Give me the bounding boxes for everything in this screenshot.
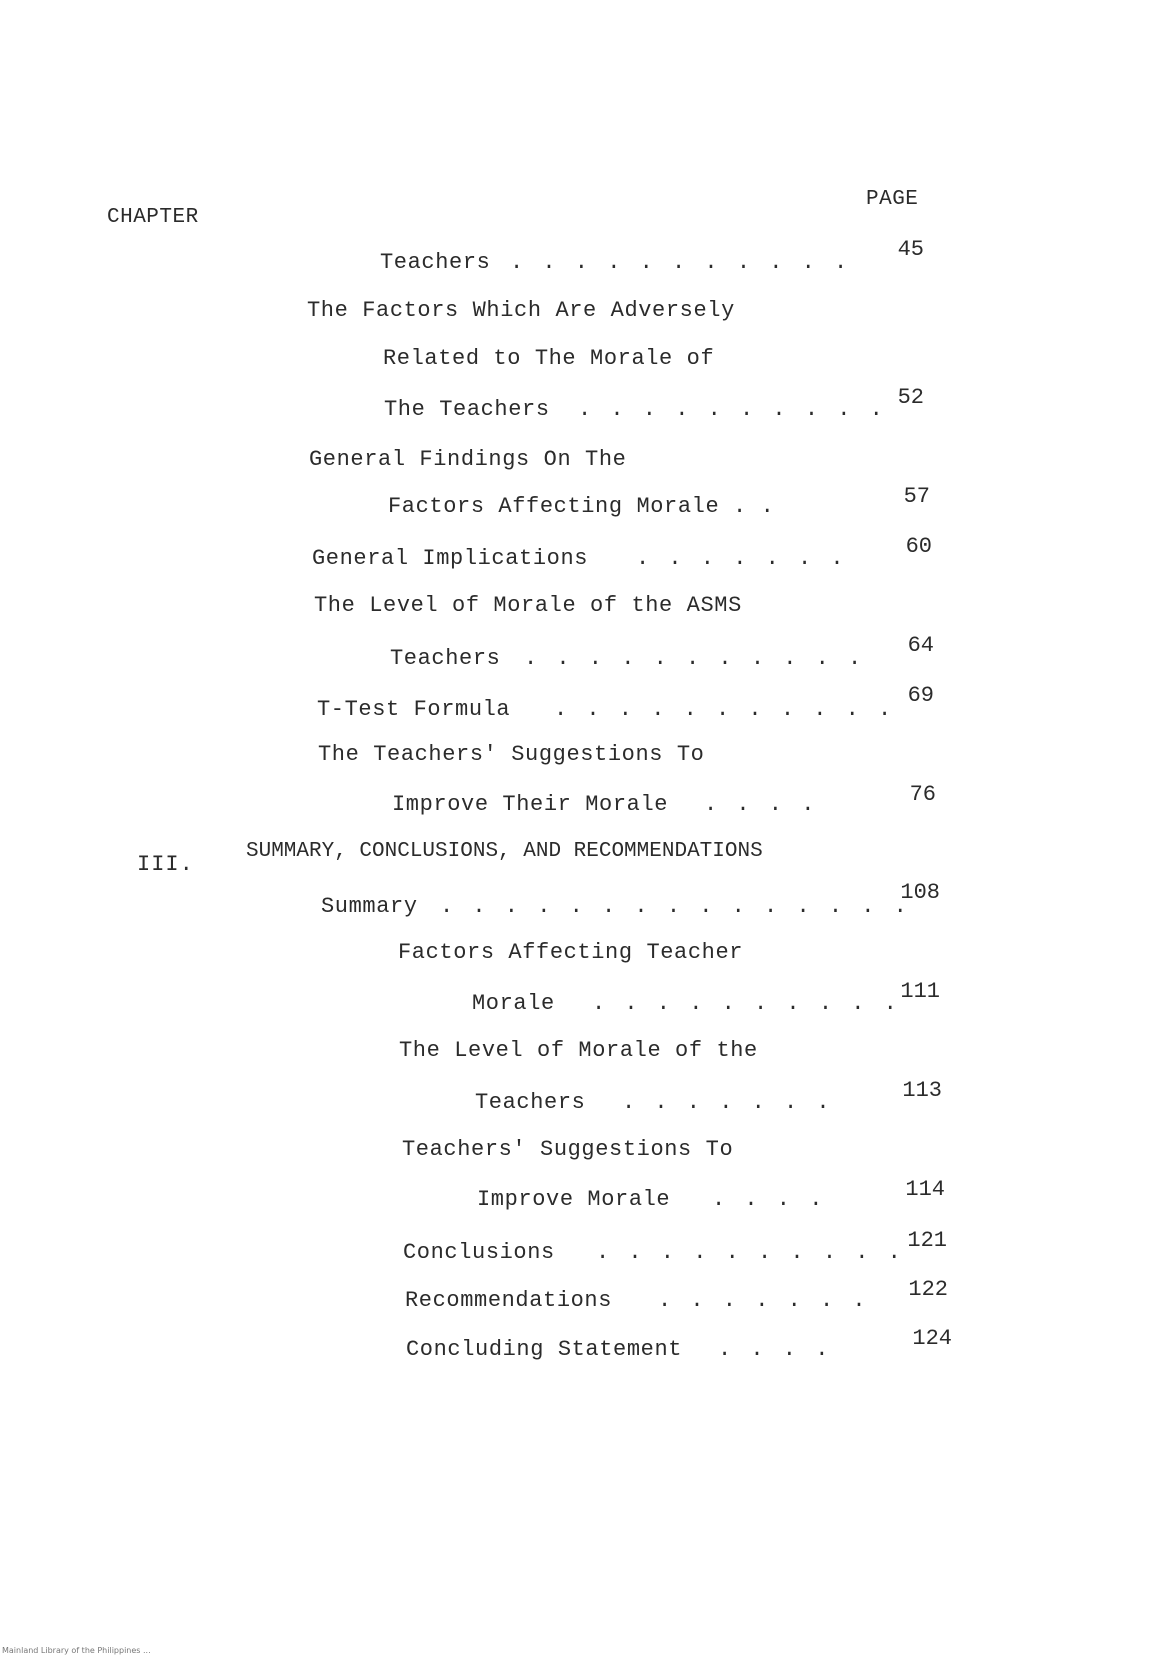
scan-footer: Mainland Library of the Philippines ... bbox=[2, 1646, 151, 1655]
chapter-number: III. bbox=[137, 852, 194, 877]
toc-page-number: 64 bbox=[907, 633, 934, 658]
toc-page-number: 60 bbox=[905, 534, 932, 559]
toc-leader-dots: . . . . . . . . . . . bbox=[524, 646, 865, 671]
page-column-header: PAGE bbox=[866, 188, 919, 211]
toc-page-number: 114 bbox=[905, 1177, 945, 1202]
toc-entry-improve-morale: Improve Morale bbox=[477, 1187, 671, 1212]
toc-leader-dots: . . . . . . . bbox=[658, 1288, 869, 1313]
toc-entry-related-morale: Related to The Morale of bbox=[383, 346, 715, 371]
toc-entry-summary: Summary bbox=[321, 894, 418, 919]
toc-entry-morale: Morale bbox=[472, 991, 555, 1016]
toc-page-number: 122 bbox=[908, 1277, 948, 1302]
toc-page-number: 52 bbox=[897, 385, 924, 410]
toc-page-number: 113 bbox=[902, 1078, 942, 1103]
toc-entry-improve-their-morale: Improve Their Morale bbox=[392, 792, 669, 817]
toc-entry-teachers-2: Teachers bbox=[390, 646, 501, 671]
toc-entry-teachers-suggestions: The Teachers' Suggestions To bbox=[318, 742, 705, 767]
toc-entry-level-of-morale-asms: The Level of Morale of the ASMS bbox=[314, 593, 742, 618]
toc-leader-dots: . . . . . . . bbox=[622, 1090, 833, 1115]
toc-page-number: 108 bbox=[900, 880, 940, 905]
toc-entry-teachers-3: Teachers bbox=[475, 1090, 586, 1115]
toc-entry-adverse-factors: The Factors Which Are Adversely bbox=[307, 298, 735, 323]
toc-entry-teachers-suggestions-2: Teachers' Suggestions To bbox=[402, 1137, 734, 1162]
toc-entry-t-test-formula: T-Test Formula bbox=[317, 697, 511, 722]
toc-leader-dots: . . . . . . . . . . . bbox=[510, 250, 851, 275]
toc-page-number: 57 bbox=[903, 484, 930, 509]
toc-entry-factors-affecting-teacher: Factors Affecting Teacher bbox=[398, 940, 744, 965]
toc-page-number: 45 bbox=[897, 237, 924, 262]
toc-leader-dots: . . . . . . . . . . bbox=[578, 397, 886, 422]
toc-leader-dots: . . . . . . . . . . . . . . . bbox=[440, 894, 910, 919]
toc-leader-dots: . . . . bbox=[718, 1337, 832, 1362]
toc-leader-dots: . . . . bbox=[704, 792, 818, 817]
toc-leader-dots: . . . . . . . . . . bbox=[592, 991, 900, 1016]
toc-entry-level-of-morale: The Level of Morale of the bbox=[399, 1038, 758, 1063]
toc-entry-general-findings: General Findings On The bbox=[309, 447, 627, 472]
toc-entry-factors-affecting: Factors Affecting Morale . . bbox=[388, 494, 775, 519]
toc-page-number: 69 bbox=[907, 683, 934, 708]
toc-page-number: 121 bbox=[907, 1228, 947, 1253]
toc-entry-general-implications: General Implications bbox=[312, 546, 589, 571]
toc-entry-conclusions: Conclusions bbox=[403, 1240, 555, 1265]
toc-entry-teachers: Teachers bbox=[380, 250, 491, 275]
toc-leader-dots: . . . . . . . . . . bbox=[596, 1240, 904, 1265]
toc-page-number: 124 bbox=[912, 1326, 952, 1351]
toc-page-number: 76 bbox=[909, 782, 936, 807]
chapter-title: SUMMARY, CONCLUSIONS, AND RECOMMENDATIONS bbox=[246, 840, 763, 863]
toc-leader-dots: . . . . bbox=[712, 1187, 826, 1212]
toc-entry-recommendations: Recommendations bbox=[405, 1288, 613, 1313]
toc-leader-dots: . . . . . . . . . . . bbox=[554, 697, 895, 722]
toc-entry-concluding-statement: Concluding Statement bbox=[406, 1337, 683, 1362]
toc-page-number: 111 bbox=[900, 979, 940, 1004]
toc-leader-dots: . . . . . . . bbox=[636, 546, 847, 571]
toc-entry-the-teachers: The Teachers bbox=[384, 397, 550, 422]
chapter-column-header: CHAPTER bbox=[107, 206, 199, 229]
